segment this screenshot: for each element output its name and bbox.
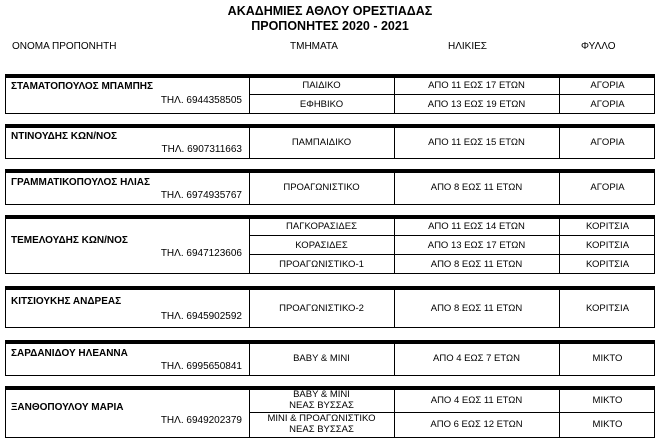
ages-cell: ΑΠΟ 13 ΕΩΣ 19 ΕΤΩΝ [427, 99, 526, 110]
team-cell-line2: ΝΕΑΣ ΒΥΣΣΑΣ [289, 400, 354, 411]
coach-block [5, 340, 655, 376]
coach-name: ΝΤΙΝΟΥΔΗΣ ΚΩΝ/ΝΟΣ [11, 131, 118, 142]
coach-block [5, 169, 655, 205]
coach-block [5, 74, 655, 114]
sex-cell: ΑΓΟΡΙΑ [590, 137, 625, 148]
coach-block [5, 124, 655, 159]
coach-block [5, 215, 655, 274]
ages-cell: ΑΠΟ 4 ΕΩΣ 7 ΕΤΩΝ [433, 353, 520, 364]
document-subtitle: ΠΡΟΠΟΝΗΤΕΣ 2020 - 2021 [251, 19, 409, 33]
ages-cell: ΑΠΟ 6 ΕΩΣ 12 ΕΤΩΝ [430, 419, 523, 430]
coach-phone: ΤΗΛ. 6947123606 [160, 248, 242, 259]
coach-phone: ΤΗΛ. 6945902592 [160, 311, 242, 322]
sex-cell: ΑΓΟΡΙΑ [590, 182, 625, 193]
team-cell: ΚΟΡΑΣΙΔΕΣ [295, 240, 348, 251]
sex-cell: ΑΓΟΡΙΑ [590, 99, 625, 110]
sex-cell: ΚΟΡΙΤΣΙΑ [585, 221, 630, 232]
team-cell-line2: ΝΕΑΣ ΒΥΣΣΑΣ [289, 424, 354, 435]
document-title: ΑΚΑΔΗΜΙΕΣ ΑΘΛΟΥ ΟΡΕΣΤΙΑΔΑΣ [227, 4, 433, 18]
ages-cell: ΑΠΟ 8 ΕΩΣ 11 ΕΤΩΝ [430, 303, 523, 314]
column-header-ages: ΗΛΙΚΙΕΣ [448, 41, 487, 52]
sex-cell: ΜΙΚΤΟ [592, 353, 623, 364]
coach-phone: ΤΗΛ. 6949202379 [160, 415, 242, 426]
team-cell: ΕΦΗΒΙΚΟ [299, 99, 344, 110]
sex-cell: ΚΟΡΙΤΣΙΑ [585, 240, 630, 251]
team-cell: ΠΡΟΑΓΩΝΙΣΤΙΚΟ [283, 182, 360, 193]
coach-name: ΚΙΤΣΙΟΥΚΗΣ ΑΝΔΡΕΑΣ [11, 296, 122, 307]
column-header-sex: ΦΥΛΛΟ [581, 41, 616, 52]
coach-phone: ΤΗΛ. 6907311663 [161, 144, 242, 155]
coach-name: ΓΡΑΜΜΑΤΙΚΟΠΟΥΛΟΣ ΗΛΙΑΣ [11, 177, 150, 188]
sex-cell: ΑΓΟΡΙΑ [590, 80, 625, 91]
column-header-name: ΟΝΟΜΑ ΠΡΟΠΟΝΗΤΗ [12, 41, 117, 52]
ages-cell: ΑΠΟ 13 ΕΩΣ 17 ΕΤΩΝ [427, 240, 526, 251]
team-cell: ΠΑΜΠΑΙΔΙΚΟ [291, 137, 352, 148]
coach-name: ΣΑΡΔΑΝΙΔΟΥ ΗΛΕΑΝΝΑ [11, 348, 128, 359]
ages-cell: ΑΠΟ 4 ΕΩΣ 11 ΕΤΩΝ [430, 395, 523, 406]
coach-block [5, 386, 655, 438]
coach-name: ΞΑΝΘΟΠΟΥΛΟΥ ΜΑΡΙΑ [11, 402, 124, 413]
sex-cell: ΚΟΡΙΤΣΙΑ [585, 259, 630, 270]
team-cell: MINI & ΠΡΟΑΓΩΝΙΣΤΙΚΟ [267, 413, 376, 424]
coach-name: ΤΕΜΕΛΟΥΔΗΣ ΚΩΝ/ΝΟΣ [11, 235, 128, 246]
team-cell: ΠΑΙΔΙΚΟ [302, 80, 341, 91]
sex-cell: ΚΟΡΙΤΣΙΑ [585, 303, 630, 314]
ages-cell: ΑΠΟ 11 ΕΩΣ 15 ΕΤΩΝ [428, 137, 525, 148]
team-cell: ΠΑΓΚΟΡΑΣΙΔΕΣ [286, 221, 357, 232]
sex-cell: ΜΙΚΤΟ [592, 419, 623, 430]
column-header-teams: ΤΜΗΜΑΤΑ [290, 41, 338, 52]
coach-phone: ΤΗΛ. 6974935767 [160, 190, 242, 201]
team-cell: ΠΡΟΑΓΩΝΙΣΤΙΚΟ-1 [279, 259, 364, 270]
ages-cell: ΑΠΟ 8 ΕΩΣ 11 ΕΤΩΝ [430, 182, 523, 193]
team-cell: BABY & MINI [293, 353, 350, 364]
coach-block [5, 286, 655, 328]
coach-name: ΣΤΑΜΑΤΟΠΟΥΛΟΣ ΜΠΑΜΠΗΣ [11, 81, 154, 92]
sex-cell: ΜΙΚΤΟ [592, 395, 623, 406]
team-cell: ΠΡΟΑΓΩΝΙΣΤΙΚΟ-2 [279, 303, 364, 314]
coach-phone: ΤΗΛ. 6995650841 [160, 361, 242, 372]
ages-cell: ΑΠΟ 11 ΕΩΣ 14 ΕΤΩΝ [428, 221, 525, 232]
team-cell: BABY & MINI [293, 389, 350, 400]
ages-cell: ΑΠΟ 8 ΕΩΣ 11 ΕΤΩΝ [430, 259, 523, 270]
coach-phone: ΤΗΛ. 6944358505 [160, 95, 242, 106]
ages-cell: ΑΠΟ 11 ΕΩΣ 17 ΕΤΩΝ [428, 80, 525, 91]
